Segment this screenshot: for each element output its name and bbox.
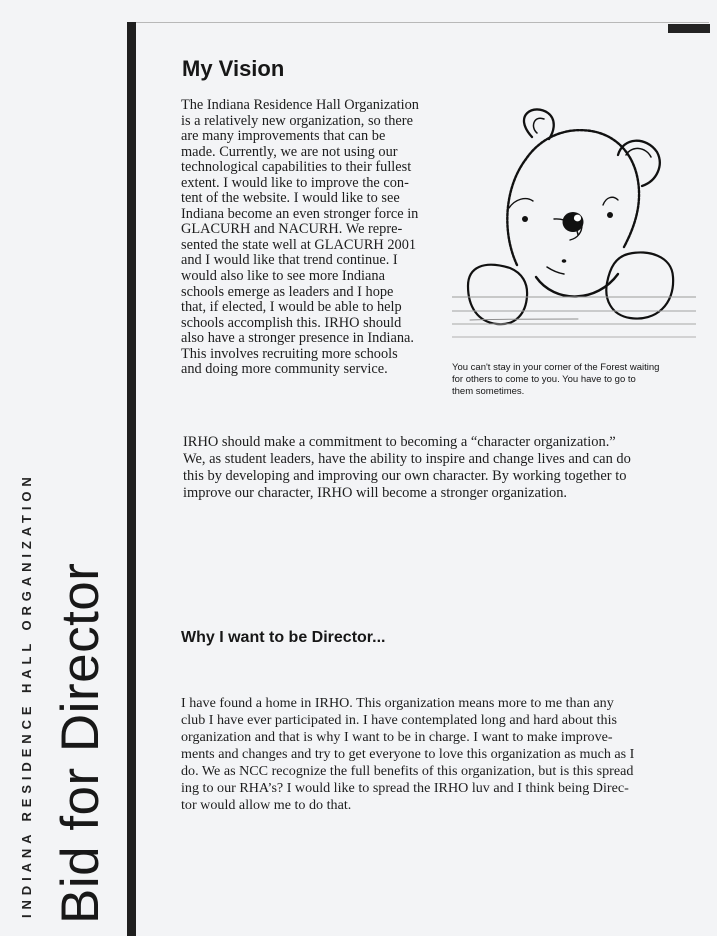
vision-line: extent. I would like to improve the con- [181,174,409,191]
character-line: IRHO should make a commitment to becoming a “character organization.” [183,434,616,450]
top-corner-block [668,24,710,33]
why-line: ments and changes and try to get everyone to love this organization as much as I [181,746,635,762]
side-organization-name: INDIANA RESIDENCE HALL ORGANIZATION [19,472,34,918]
why-line: ing to our RHA’s? I would like to spread the IRHO luv and I think being Direc- [181,780,629,796]
vision-line: sented the state well at GLACURH 2001 [181,236,417,253]
vision-paragraph [181,98,471,378]
vision-line: The Indiana Residence Hall Organization [181,97,419,113]
vision-line: tent of the website. I would like to see [181,190,400,207]
character-line: We, as student leaders, have the ability to inspire and change lives and can do [183,451,631,467]
vision-line: that, if elected, I would be able to help [181,299,402,316]
vision-line: GLACURH and NACURH. We repre- [181,221,403,238]
bear-illustration [452,97,696,355]
vision-line: schools accomplish this. IRHO should [181,314,402,331]
vision-line: also have a stronger presence in Indiana. [181,330,414,347]
illustration-caption [452,362,702,398]
vision-line: is a relatively new organization, so there [181,112,413,129]
vision-line: and I would like that trend continue. I [181,252,398,269]
why-heading: Why I want to be Director... [181,629,386,646]
vision-line: made. Currently, we are not using our [181,143,398,160]
vision-line: Indiana become an even stronger force in [181,205,419,222]
why-line: I have found a home in IRHO. This organization means more to me than any [181,695,614,711]
caption-line: You can't stay in your corner of the Forest waiting [452,362,660,373]
character-paragraph [183,434,673,502]
character-line: improve our character, IRHO will become a stronger organization. [183,485,568,501]
side-title: Bid for Director [51,562,110,924]
caption-line: them sometimes. [452,386,525,397]
vision-line: This involves recruiting more schools [181,345,398,362]
vision-line: schools emerge as leaders and I hope [181,283,394,300]
why-line: tor would allow me to do that. [181,797,352,813]
vision-line: would also like to see more Indiana [181,268,385,285]
vision-heading: My Vision [182,56,285,81]
why-line: do. We as NCC recognize the full benefits of this organization, but is this spread [181,763,634,779]
why-paragraph [181,695,675,814]
top-rule [135,22,709,23]
why-line: organization and that is why I want to be in charge. I want to make improve- [181,729,613,745]
vision-line: are many improvements that can be [181,128,386,145]
character-line: this by developing and improving our own character. By working together to [183,468,627,484]
vertical-divider-bar [127,22,136,936]
why-line: club I have ever participated in. I have contemplated long and hard about this [181,712,617,728]
vision-line: and doing more community service. [181,361,388,378]
vision-line: technological capabilities to their fullest [181,159,412,176]
caption-line: for others to come to you. You have to go to [452,374,636,385]
